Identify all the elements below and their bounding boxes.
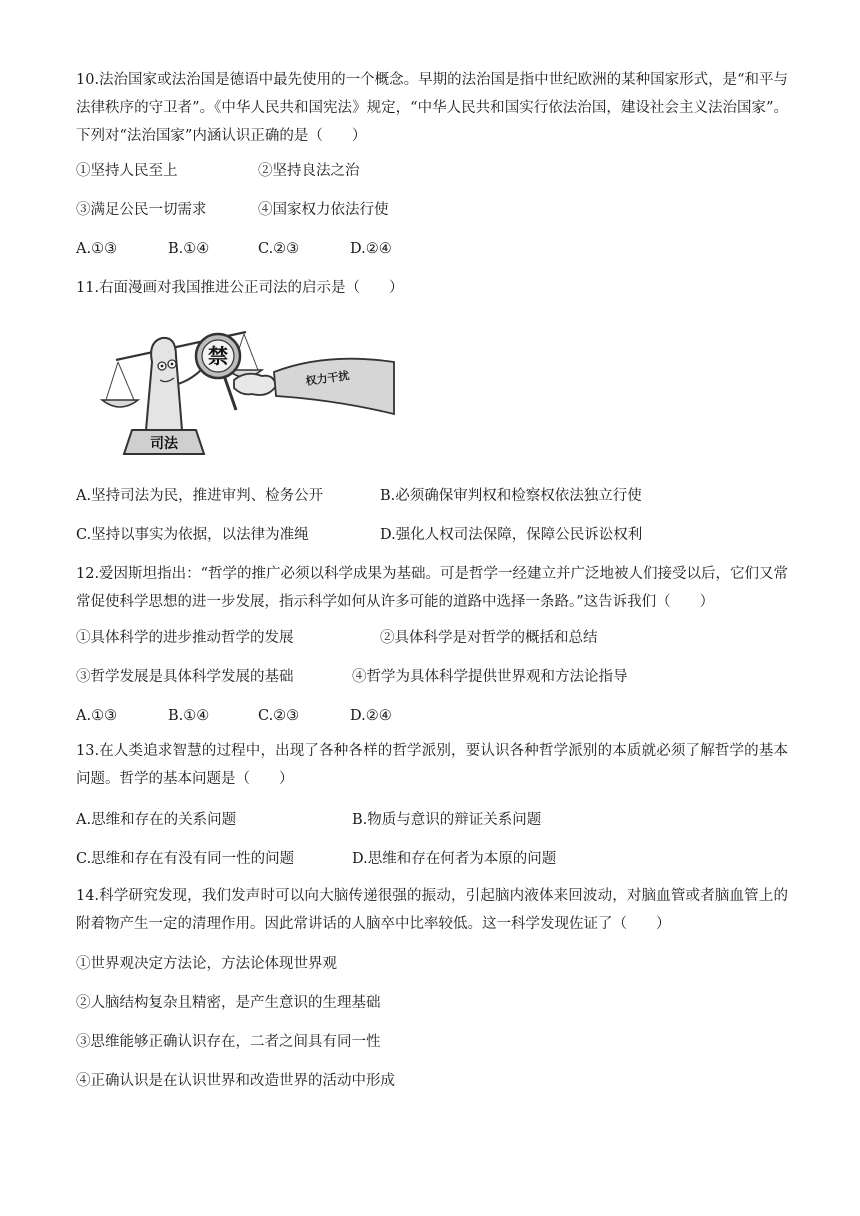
- q14-item-4: ④正确认识是在认识世界和改造世界的活动中形成: [76, 1073, 395, 1089]
- q12-choice-c: C.②③: [258, 708, 300, 724]
- q10-choice-b: B.①④: [168, 241, 210, 257]
- q10-choice-c: C.②③: [258, 241, 300, 257]
- q11-stem: 11.右面漫画对我国推进公正司法的启示是（ ）: [76, 280, 404, 296]
- q11-choice-b: B.必须确保审判权和检察权依法独立行使: [380, 488, 642, 504]
- q12-item-3: ③哲学发展是具体科学发展的基础: [76, 669, 294, 685]
- q14-item-2: ②人脑结构复杂且精密，是产生意识的生理基础: [76, 995, 381, 1011]
- q12-choice-a: A.①③: [76, 708, 118, 724]
- justice-scale-cartoon-icon: [96, 322, 396, 462]
- q13-choice-c: C.思维和存在有没有同一性的问题: [76, 851, 295, 867]
- cartoon-banner-label: 权力干扰: [304, 369, 351, 389]
- q12-choice-d: D.②④: [350, 708, 392, 724]
- q12-item-4: ④哲学为具体科学提供世界观和方法论指导: [352, 669, 628, 685]
- q10-stem: 10.法治国家或法治国是德语中最先使用的一个概念。早期的法治国是指中世纪欧洲的某种国家形式，是“和平与法律秩序的守卫者”。《中华人民共和国宪法》规定，“中华人民共和国实行依法治国，建设社会主义法治国家”。下列对“法治国家”内涵认识正确的是（ ）: [76, 72, 788, 144]
- q10-item-4: ④国家权力依法行使: [258, 202, 389, 218]
- q14-item-3: ③思维能够正确认识存在，二者之间具有同一性: [76, 1034, 381, 1050]
- q11-choice-c: C.坚持以事实为依据，以法律为准绳: [76, 527, 309, 543]
- q10-item-2: ②坚持良法之治: [258, 163, 360, 179]
- q10-item-1: ①坚持人民至上: [76, 163, 178, 179]
- cartoon-sign-label: 禁: [208, 344, 228, 368]
- q12-stem: 12.爱因斯坦指出：“哲学的推广必须以科学成果为基础。可是哲学一经建立并广泛地被人们接受以后，它们又常常促使科学思想的进一步发展，指示科学如何从许多可能的道路中选择一条路。”这告诉我们（ ）: [76, 566, 788, 610]
- q13-choice-d: D.思维和存在何者为本原的问题: [352, 851, 557, 867]
- q10-choice-a: A.①③: [76, 241, 118, 257]
- q11-choice-d: D.强化人权司法保障，保障公民诉讼权利: [380, 527, 643, 543]
- q14-stem: 14.科学研究发现，我们发声时可以向大脑传递很强的振动，引起脑内液体来回波动，对脑血管或者脑血管上的附着物产生一定的清理作用。因此常讲话的人脑卒中比率较低。这一科学发现佐证了（ ）: [76, 888, 788, 932]
- q13-choice-b: B.物质与意识的辩证关系问题: [352, 812, 542, 828]
- q10-item-3: ③满足公民一切需求: [76, 202, 207, 218]
- cartoon-base-label: 司法: [150, 436, 178, 452]
- q14-item-1: ①世界观决定方法论，方法论体现世界观: [76, 956, 337, 972]
- q12-item-1: ①具体科学的进步推动哲学的发展: [76, 630, 294, 646]
- q13-choice-a: A.思维和存在的关系问题: [76, 812, 237, 828]
- q11-choice-a: A.坚持司法为民，推进审判、检务公开: [76, 488, 324, 504]
- q10-choice-d: D.②④: [350, 241, 392, 257]
- q12-choice-b: B.①④: [168, 708, 210, 724]
- q12-item-2: ②具体科学是对哲学的概括和总结: [380, 630, 598, 646]
- q13-stem: 13.在人类追求智慧的过程中，出现了各种各样的哲学派别，要认识各种哲学派别的本质就必须了解哲学的基本问题。哲学的基本问题是（ ）: [76, 743, 788, 787]
